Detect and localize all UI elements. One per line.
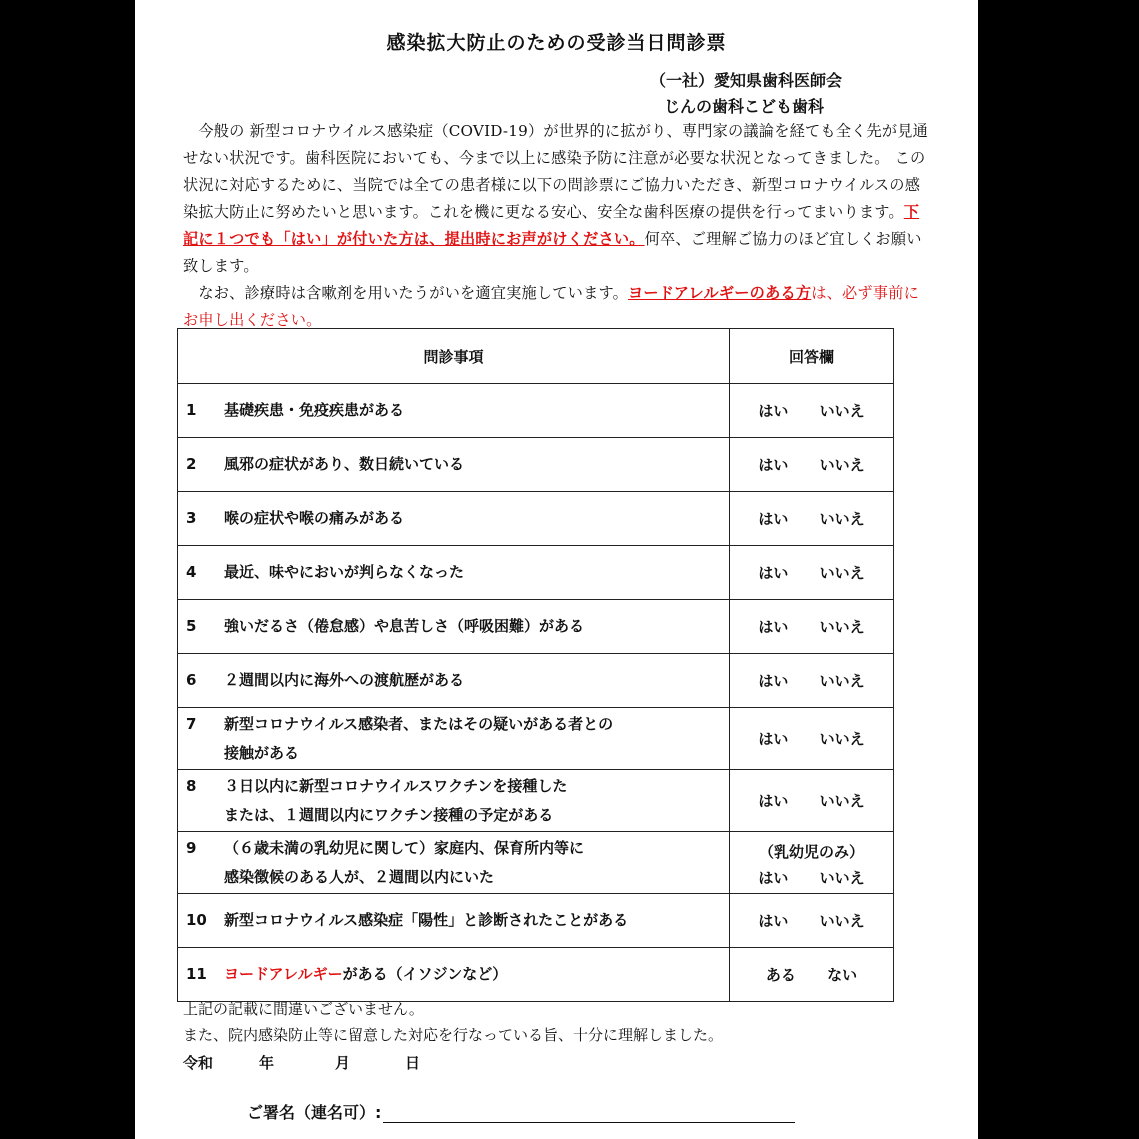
row-question: 基礎疾患・免疫疾患がある: [224, 401, 405, 419]
era-label: 令和: [183, 1054, 214, 1072]
intro-p1-highlight: 下記に１つでも「はい」が付いた方は、提出時にお声がけください。: [183, 203, 920, 248]
table-row: [178, 492, 894, 546]
row-number: 6: [186, 671, 197, 689]
row-number: 7: [186, 714, 197, 733]
row-question-line2: 感染徴候のある人が、２週間以内にいた: [224, 867, 495, 886]
row-question-highlight: ヨードアレルギー: [224, 965, 343, 983]
row-number: 2: [186, 455, 197, 473]
signature-field[interactable]: [247, 1100, 795, 1123]
table-row: [178, 948, 894, 1002]
header-answer: 回答欄: [730, 329, 894, 384]
row-question-line1: 新型コロナウイルス感染者、またはその疑いがある者との: [224, 714, 614, 733]
table-row: [178, 384, 894, 438]
table-row: [178, 708, 894, 770]
row-number: 8: [186, 776, 197, 795]
row-question: [224, 834, 584, 892]
row-question-line2: または、１週間以内にワクチン接種の予定がある: [224, 805, 554, 824]
organization-block: [650, 68, 842, 120]
questionnaire-table: [177, 328, 894, 1002]
row-answer[interactable]: はい いいえ: [730, 708, 894, 770]
answer-note: （乳幼児のみ）: [758, 842, 864, 861]
row-answer[interactable]: はい いいえ: [758, 868, 865, 887]
confirmation-line1: 上記の記載に間違いございません。: [183, 1000, 424, 1018]
row-question: 新型コロナウイルス感染症「陽性」と診断されたことがある: [224, 911, 629, 929]
row-number: 11: [186, 965, 207, 983]
row-number: 1: [186, 401, 197, 419]
row-number: 10: [186, 911, 207, 929]
table-row: [178, 438, 894, 492]
row-question-line1: ３日以内に新型コロナウイルスワクチンを接種した: [224, 776, 568, 795]
row-question: [224, 960, 507, 989]
intro-p2-end: は、必ず事前にお申し出ください。: [183, 284, 919, 329]
row-answer[interactable]: はい いいえ: [730, 384, 894, 438]
row-question-line2: 接触がある: [224, 743, 300, 762]
table-row: [178, 654, 894, 708]
intro-text: [183, 118, 931, 334]
row-answer[interactable]: はい いいえ: [730, 546, 894, 600]
date-field[interactable]: [183, 1052, 420, 1073]
row-answer[interactable]: はい いいえ: [730, 438, 894, 492]
org-association: （一社）愛知県歯科医師会: [650, 71, 843, 90]
row-question: 喉の症状や喉の痛みがある: [224, 509, 405, 527]
table-header-row: [178, 329, 894, 384]
month-label: 月: [335, 1054, 351, 1072]
table-row: [178, 546, 894, 600]
row-question: 風邪の症状があり、数日続いている: [224, 455, 465, 473]
header-question: 問診事項: [178, 329, 730, 384]
row-question: 強いだるさ（倦怠感）や息苦しさ（呼吸困難）がある: [224, 617, 585, 635]
intro-p2: なお、診療時は含嗽剤を用いたうがいを適宜実施しています。: [183, 284, 629, 302]
row-question: ２週間以内に海外への渡航歴がある: [224, 671, 465, 689]
row-answer[interactable]: はい いいえ: [730, 492, 894, 546]
org-clinic: じんの歯科こども歯科: [664, 97, 825, 116]
table-row: [178, 600, 894, 654]
row-answer[interactable]: はい いいえ: [730, 600, 894, 654]
row-question-rest: がある（イソジンなど）: [342, 965, 508, 983]
row-answer[interactable]: はい いいえ: [730, 654, 894, 708]
document-title: 感染拡大防止のための受診当日問診票: [386, 32, 727, 54]
row-question: [224, 772, 567, 830]
row-question-line1: （６歳未満の乳幼児に関して）家庭内、保育所内等に: [224, 838, 585, 857]
row-number: 5: [186, 617, 197, 635]
table-row: [178, 770, 894, 832]
signature-line[interactable]: [383, 1104, 795, 1123]
row-question: 最近、味やにおいが判らなくなった: [224, 563, 465, 581]
row-number: 9: [186, 838, 197, 857]
intro-p1: 今般の 新型コロナウイルス感染症（COVID-19）が世界的に拡がり、専門家の議論を経ても全く先が見通せない状況です。歯科医院においても、今まで以上に感染予防に注意が必要な状況となってきました。 この状況に対応するために、当院では全ての患者様に以下の問診票にご協力いただき、新型コロナウイルスの感染拡大防止に努めたいと思います。これを機に更なる安心、安全な歯科医療の提供を行ってまいります。: [183, 122, 929, 221]
intro-p2-highlight: ヨードアレルギーのある方: [628, 284, 812, 302]
row-question: [224, 710, 613, 768]
signature-label: ご署名（連名可）:: [247, 1103, 382, 1122]
table-row: [178, 832, 894, 894]
row-answer-cell: [730, 832, 894, 894]
row-answer[interactable]: はい いいえ: [730, 770, 894, 832]
row-number: 4: [186, 563, 197, 581]
row-number: 3: [186, 509, 197, 527]
row-answer[interactable]: ある ない: [730, 948, 894, 1002]
confirmation-line2: また、院内感染防止等に留意した対応を行なっている旨、十分に理解しました。: [183, 1026, 724, 1044]
intro-p1-end: 何卒、ご理解ご協力のほど宜しくお願い致します。: [183, 230, 922, 275]
table-row: [178, 894, 894, 948]
document-page: [135, 0, 978, 1139]
year-label: 年: [259, 1054, 275, 1072]
day-label: 日: [405, 1054, 421, 1072]
row-answer[interactable]: はい いいえ: [730, 894, 894, 948]
